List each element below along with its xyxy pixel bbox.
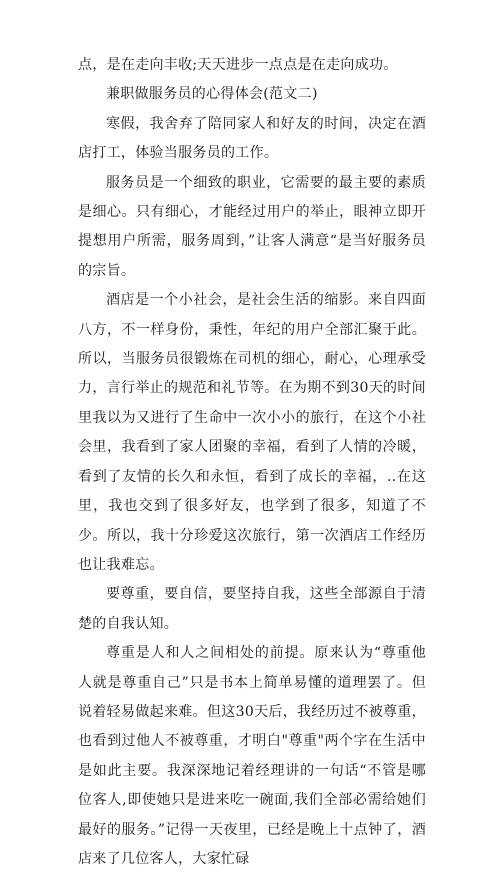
paragraph: 酒店是一个小社会，是社会生活的缩影。来自四面八方，不一样身份，秉性，年纪的用户全部汇聚于此。所以，当服务员很锻炼在司机的细心，耐心，心理承受力，言行举止的规范和礼节等。在为期不到30天的时间里我以为又进行了生命中一次小小的旅行，在这个小社会里，我看到了家人团聚的幸福，看到了人情的冷暖，看到了友情的长久和永恒，看到了成长的幸福，..在这里，我也交到了很多好友，也学到了很多，知道了不少。所以，我十分珍爱这次旅行，第一次酒店工作经历也让我难忘。 xyxy=(78,292,426,573)
paragraph: 服务员是一个细致的职业，它需要的最主要的素质是细心。只有细心，才能经过用户的举止，眼神立即开提想用户所需，服务周到，”让客人满意“是当好服务员的宗旨。 xyxy=(78,174,426,279)
paragraph: 要尊重，要自信，要坚持自我，这些全部源自于清楚的自我认知。 xyxy=(78,586,426,632)
section-heading: 兼职做服务员的心得体会(范文二) xyxy=(106,86,318,103)
paragraph-continuation: 点，是在走向丰收;天天进步一点点是在走向成功。 xyxy=(78,57,398,73)
paragraph: 尊重是人和人之间相处的前提。原来认为“尊重他人就是尊重自己”只是书本上简单易懂的道理罢了。但说着轻易做起来难。但这30天后，我经历过不被尊重，也看到过他人不被尊重，才明白"尊重"两个字在生活中是如此主要。我深深地记着经理讲的一句话“不管是哪位客人,即使她只是进来吃一碗面,我们全部必需给她们最好的服务。”记得一天夜里，已经是晚上十点钟了，酒店来了几位客人，大家忙碌 xyxy=(78,645,426,867)
paragraph: 寒假，我舍弃了陪同家人和好友的时间，决定在酒店打工，体验当服务员的工作。 xyxy=(78,115,426,162)
document-body xyxy=(78,51,426,874)
